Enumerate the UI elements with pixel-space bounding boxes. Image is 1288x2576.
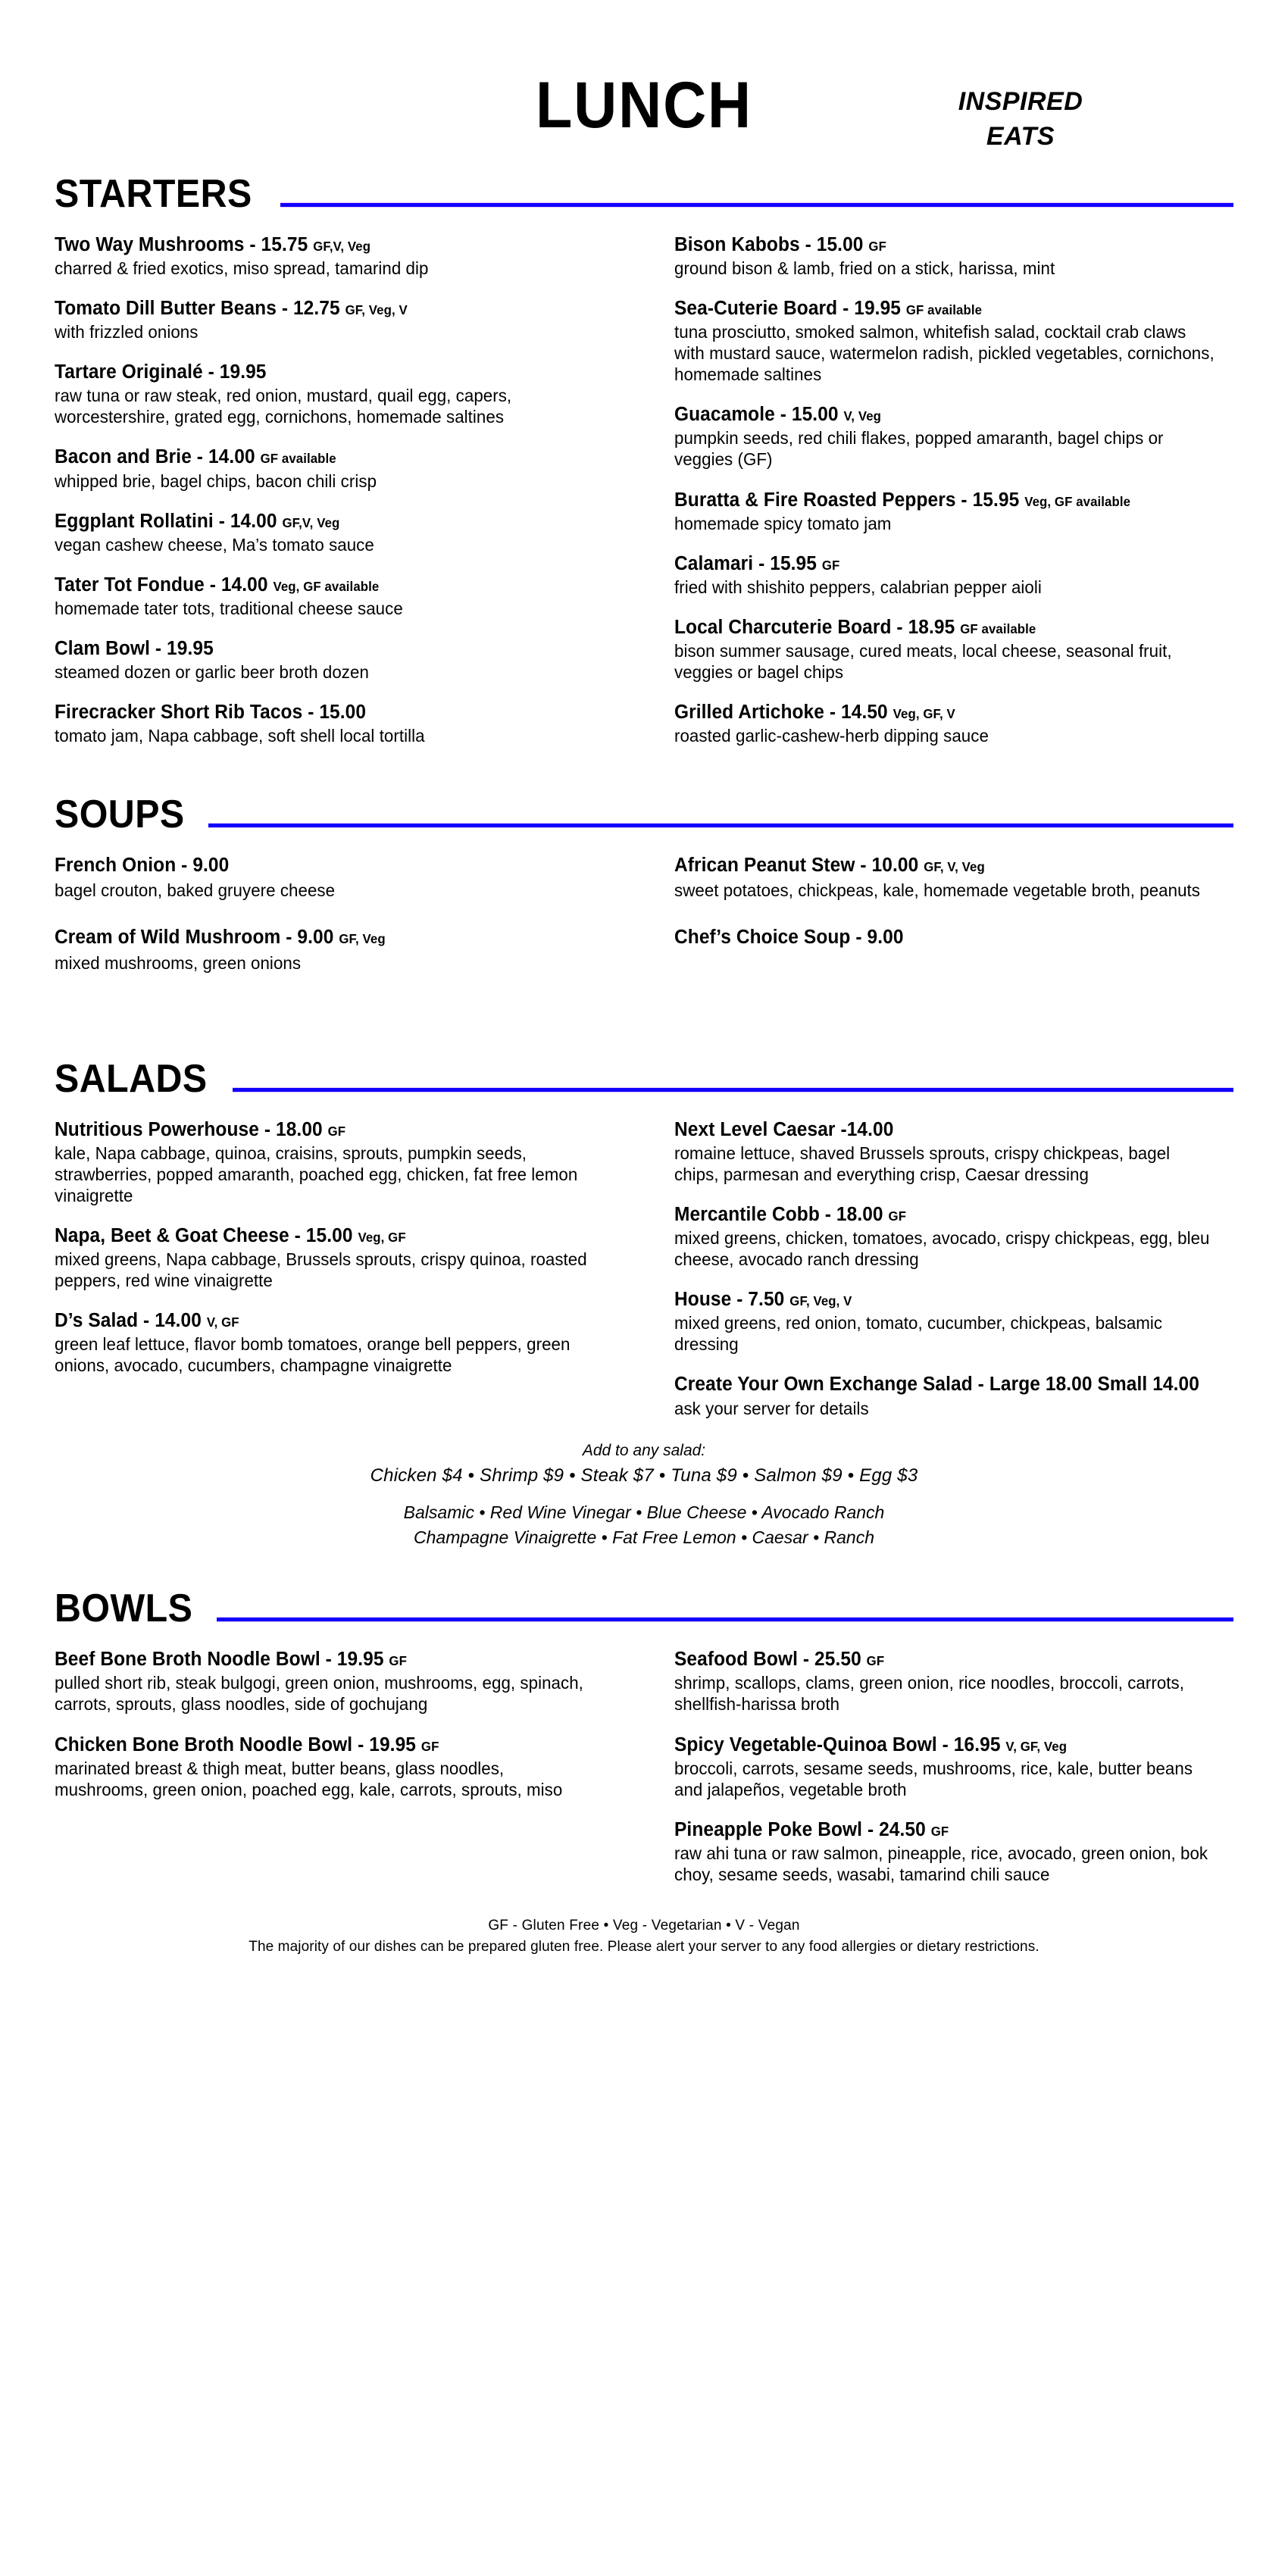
menu-item-name: Spicy Vegetable-Quinoa Bowl - 16.95 V, GF, Veg xyxy=(674,1733,1068,1755)
menu-item-description: sweet potatoes, chickpeas, kale, homemade vegetable broth, peanuts xyxy=(674,880,1201,901)
section-divider xyxy=(208,824,1233,827)
menu-item[interactable] xyxy=(55,1733,614,1800)
menu-item-description: charred & fried exotics, miso spread, tamarind dip xyxy=(55,258,429,279)
menu-item[interactable] xyxy=(674,403,1233,470)
menu-item[interactable] xyxy=(55,701,614,746)
menu-item[interactable] xyxy=(55,1118,614,1206)
addons-dressings-line-1: Balsamic • Red Wine Vinegar • Blue Cheese • Avocado Ranch xyxy=(403,1502,885,1523)
menu-item-name: Tater Tot Fondue - 14.00 Veg, GF available xyxy=(55,574,380,596)
menu-item[interactable] xyxy=(674,926,1233,949)
menu-item-tags: GF, V, Veg xyxy=(924,859,985,875)
menu-item-description: bagel crouton, baked gruyere cheese xyxy=(55,880,336,901)
menu-item-name: Local Charcuterie Board - 18.95 GF available xyxy=(674,616,1036,638)
menu-item-tags: GF,V, Veg xyxy=(313,239,371,254)
column-left xyxy=(55,1648,614,1885)
menu-item-name: Bison Kabobs - 15.00 GF xyxy=(674,234,886,255)
menu-item-tags: GF xyxy=(868,239,886,254)
menu-item-description: fried with shishito peppers, calabrian pepper aioli xyxy=(674,577,1042,597)
menu-item-description: steamed dozen or garlic beer broth dozen xyxy=(55,661,369,682)
menu-item-tags: GF, Veg, V xyxy=(345,302,408,318)
section-title: STARTERS xyxy=(55,172,252,216)
menu-item-description: mixed mushrooms, green onions xyxy=(55,952,302,973)
menu-item-name: African Peanut Stew - 10.00 GF, V, Veg xyxy=(674,855,985,877)
menu-item-description: marinated breast & thigh meat, butter beans, glass noodles, mushrooms, green onion, poached egg, kale, carrots, sprouts, miso xyxy=(55,1758,563,1799)
menu-item[interactable] xyxy=(674,854,1233,903)
salad-addons xyxy=(55,1439,1233,1550)
brand-wordmark xyxy=(933,85,1108,155)
section-header-starters xyxy=(55,174,1233,214)
menu-item-name: Firecracker Short Rib Tacos - 15.00 xyxy=(55,701,367,723)
menu-item-description: homemade spicy tomato jam xyxy=(674,513,892,533)
section-divider xyxy=(217,1618,1233,1621)
section-title: BOWLS xyxy=(55,1587,193,1631)
menu-item-name: Chicken Bone Broth Noodle Bowl - 19.95 GF xyxy=(55,1733,439,1755)
menu-item-description: tuna prosciutto, smoked salmon, whitefish salad, cocktail crab claws with mustard sauce, watermelon radish, pickled vegetables, cornichons, homemade saltines xyxy=(674,322,1215,385)
menu-item-name: House - 7.50 GF, Veg, V xyxy=(674,1289,852,1311)
menu-item-description: raw ahi tuna or raw salmon, pineapple, rice, avocado, green onion, bok choy, sesame seeds, wasabi, tamarind chili sauce xyxy=(674,1843,1208,1884)
menu-item-description: pulled short rib, steak bulgogi, green onion, mushrooms, egg, spinach, carrots, sprouts, glass noodles, side of gochujang xyxy=(55,1673,583,1715)
menu-item-name: Bacon and Brie - 14.00 GF available xyxy=(55,446,336,468)
menu-item[interactable] xyxy=(55,361,614,427)
addons-lead: Add to any salad: xyxy=(582,1441,706,1459)
menu-item[interactable] xyxy=(674,1373,1233,1418)
menu-item-description: pumpkin seeds, red chili flakes, popped amaranth, bagel chips or veggies (GF) xyxy=(674,428,1164,470)
column-right xyxy=(674,1118,1233,1419)
section-title: SOUPS xyxy=(55,792,185,837)
menu-item-tags: GF xyxy=(821,557,840,573)
menu-item-description: ground bison & lamb, fried on a stick, harissa, mint xyxy=(674,258,1055,279)
menu-item-name: Guacamole - 15.00 V, Veg xyxy=(674,404,881,426)
menu-item-description: bison summer sausage, cured meats, local cheese, seasonal fruit, veggies or bagel chips xyxy=(674,640,1172,682)
page-title: LUNCH xyxy=(535,69,753,142)
column-right xyxy=(674,1648,1233,1885)
section-soups xyxy=(55,792,1233,999)
addons-dressings-line-2: Champagne Vinaigrette • Fat Free Lemon • Caesar • Ranch xyxy=(414,1527,874,1547)
menu-item[interactable] xyxy=(674,297,1233,385)
brand-line-2: EATS xyxy=(986,121,1055,151)
menu-item-description: tomato jam, Napa cabbage, soft shell local tortilla xyxy=(55,726,425,746)
menu-item-tags: GF xyxy=(327,1123,346,1139)
spacer xyxy=(55,1549,1233,1589)
column-right xyxy=(674,854,1233,999)
menu-item-description: roasted garlic-cashew-herb dipping sauce xyxy=(674,726,989,746)
menu-item-tags: GF xyxy=(888,1208,907,1224)
menu-footer xyxy=(55,1915,1233,1959)
menu-item-tags: Veg, GF available xyxy=(1024,493,1131,509)
menu-item-name: Cream of Wild Mushroom - 9.00 GF, Veg xyxy=(55,927,386,949)
menu-header xyxy=(55,0,1233,174)
menu-item-tags: GF xyxy=(420,1738,439,1754)
allergy-note: The majority of our dishes can be prepared gluten free. Please alert your server to any food allergies or dietary restrictions. xyxy=(249,1939,1039,1955)
menu-item-name: Create Your Own Exchange Salad - Large 18.00 Small 14.00 xyxy=(674,1374,1199,1396)
menu-item[interactable] xyxy=(674,552,1233,598)
column-left xyxy=(55,854,614,999)
dietary-legend: GF - Gluten Free • Veg - Vegetarian • V - Vegan xyxy=(488,1917,800,1934)
menu-item-tags: GF xyxy=(866,1653,885,1669)
menu-item-description: mixed greens, red onion, tomato, cucumber, chickpeas, balsamic dressing xyxy=(674,1313,1163,1355)
addons-proteins: Chicken $4 • Shrimp $9 • Steak $7 • Tuna $9 • Salmon $9 • Egg $3 xyxy=(370,1465,918,1487)
menu-item-name: Nutritious Powerhouse - 18.00 GF xyxy=(55,1118,346,1140)
section-starters xyxy=(55,174,1233,746)
menu-item-tags: GF available xyxy=(960,621,1036,636)
menu-item-tags: V, GF, Veg xyxy=(1005,1738,1068,1754)
section-header-soups xyxy=(55,792,1233,837)
brand-line-1: INSPIRED xyxy=(958,87,1083,116)
menu-item-tags: GF xyxy=(389,1653,407,1669)
section-title: SALADS xyxy=(55,1056,208,1101)
menu-item-description: green leaf lettuce, flavor bomb tomatoes, orange bell peppers, green onions, avocado, cucumbers, champagne vinaigrette xyxy=(55,1334,571,1376)
menu-item-name: Next Level Caesar -14.00 xyxy=(674,1118,894,1140)
menu-item[interactable] xyxy=(674,1648,1233,1715)
menu-item[interactable] xyxy=(55,1648,614,1715)
menu-item[interactable] xyxy=(55,574,614,619)
menu-item[interactable] xyxy=(55,510,614,555)
menu-item[interactable] xyxy=(674,489,1233,534)
menu-item[interactable] xyxy=(55,1309,614,1376)
menu-item-tags: V, Veg xyxy=(843,408,881,424)
section-bowls xyxy=(55,1589,1233,1885)
menu-item[interactable] xyxy=(674,701,1233,746)
menu-item-description: mixed greens, Napa cabbage, Brussels sprouts, crispy quinoa, roasted peppers, red wine vinaigrette xyxy=(55,1249,587,1291)
menu-item[interactable] xyxy=(674,1733,1233,1800)
menu-item-description: romaine lettuce, shaved Brussels sprouts, crispy chickpeas, bagel chips, parmesan and everything crisp, Caesar dressing xyxy=(674,1143,1171,1185)
menu-item-tags: GF, Veg, V xyxy=(789,1293,852,1309)
menu-item-name: Beef Bone Broth Noodle Bowl - 19.95 GF xyxy=(55,1649,407,1671)
menu-item-name: Chef’s Choice Soup - 9.00 xyxy=(674,927,904,949)
menu-item-name: Sea-Cuterie Board - 19.95 GF available xyxy=(674,298,983,320)
menu-item[interactable] xyxy=(55,854,614,903)
menu-item-name: Calamari - 15.95 GF xyxy=(674,552,840,574)
menu-item-tags: GF available xyxy=(905,302,983,318)
menu-item-tags: V, GF xyxy=(206,1315,239,1330)
menu-item[interactable] xyxy=(55,1224,614,1291)
menu-item-description: raw tuna or raw steak, red onion, mustard, quail egg, capers, worcestershire, grated egg, cornichons, homemade saltines xyxy=(55,386,512,427)
menu-item-name: Pineapple Poke Bowl - 24.50 GF xyxy=(674,1818,949,1840)
menu-item-tags: GF available xyxy=(260,451,336,467)
menu-item[interactable] xyxy=(674,233,1233,279)
menu-item-name: Seafood Bowl - 25.50 GF xyxy=(674,1649,885,1671)
menu-item-description: whipped brie, bagel chips, bacon chili crisp xyxy=(55,470,377,491)
menu-item-name: Clam Bowl - 19.95 xyxy=(55,637,214,659)
spacer xyxy=(55,999,1233,1059)
menu-item[interactable] xyxy=(674,1818,1233,1885)
section-columns xyxy=(55,854,1233,999)
section-salads xyxy=(55,1056,1233,1549)
menu-item-description: broccoli, carrots, sesame seeds, mushrooms, rice, kale, butter beans and jalapeños, vegetable broth xyxy=(674,1758,1193,1799)
menu-item-description: shrimp, scallops, clams, green onion, rice noodles, broccoli, carrots, shellfish-harissa broth xyxy=(674,1673,1184,1715)
menu-item-name: Tomato Dill Butter Beans - 12.75 GF, Veg, V xyxy=(55,298,408,320)
section-divider xyxy=(233,1088,1233,1092)
column-right xyxy=(674,233,1233,746)
menu-item-name: Eggplant Rollatini - 14.00 GF,V, Veg xyxy=(55,510,340,532)
menu-item-description: mixed greens, chicken, tomatoes, avocado, crispy chickpeas, egg, bleu cheese, avocado ranch dressing xyxy=(674,1228,1210,1270)
section-divider xyxy=(280,203,1233,207)
menu-item-description: kale, Napa cabbage, quinoa, craisins, sprouts, pumpkin seeds, strawberries, popped amaranth, poached egg, chicken, fat free lemon vinaigrette xyxy=(55,1143,578,1206)
menu-item[interactable] xyxy=(55,233,614,279)
menu-item[interactable] xyxy=(55,297,614,342)
menu-item-name: Napa, Beet & Goat Cheese - 15.00 Veg, GF xyxy=(55,1225,406,1247)
menu-item-description: ask your server for details xyxy=(674,1398,869,1418)
menu-item-tags: Veg, GF available xyxy=(273,578,380,594)
section-columns xyxy=(55,233,1233,746)
section-columns xyxy=(55,1118,1233,1419)
menu-item[interactable] xyxy=(674,1203,1233,1270)
menu-item-name: Tartare Originalé - 19.95 xyxy=(55,361,267,383)
menu-item-name: Mercantile Cobb - 18.00 GF xyxy=(674,1204,907,1226)
menu-item[interactable] xyxy=(674,616,1233,683)
column-left xyxy=(55,1118,614,1419)
menu-item-name: Buratta & Fire Roasted Peppers - 15.95 Veg, GF available xyxy=(674,489,1131,511)
menu-item-name: Grilled Artichoke - 14.50 Veg, GF, V xyxy=(674,701,955,723)
menu-item[interactable] xyxy=(674,1118,1233,1185)
menu-item-name: Two Way Mushrooms - 15.75 GF,V, Veg xyxy=(55,234,371,255)
menu-item-description: with frizzled onions xyxy=(55,322,199,342)
menu-item-description: vegan cashew cheese, Ma’s tomato sauce xyxy=(55,534,374,555)
menu-item-name: D’s Salad - 14.00 V, GF xyxy=(55,1310,239,1332)
section-header-bowls xyxy=(55,1587,1233,1631)
menu-item[interactable] xyxy=(55,637,614,683)
column-left xyxy=(55,233,614,746)
menu-item-tags: GF, Veg xyxy=(339,931,386,947)
menu-item-name: French Onion - 9.00 xyxy=(55,855,230,877)
section-header-salads xyxy=(55,1056,1233,1101)
section-columns xyxy=(55,1648,1233,1885)
menu-item-description: homemade tater tots, traditional cheese sauce xyxy=(55,598,403,618)
menu-item-tags: GF,V, Veg xyxy=(282,514,340,530)
menu-item-tags: Veg, GF xyxy=(358,1230,406,1246)
spacer xyxy=(55,1490,1233,1500)
menu-item[interactable] xyxy=(55,926,614,975)
menu-item-tags: Veg, GF, V xyxy=(893,705,955,721)
menu-item-tags: GF xyxy=(930,1823,949,1839)
spacer xyxy=(55,746,1233,795)
menu-item[interactable] xyxy=(55,445,614,491)
menu-item[interactable] xyxy=(674,1288,1233,1355)
